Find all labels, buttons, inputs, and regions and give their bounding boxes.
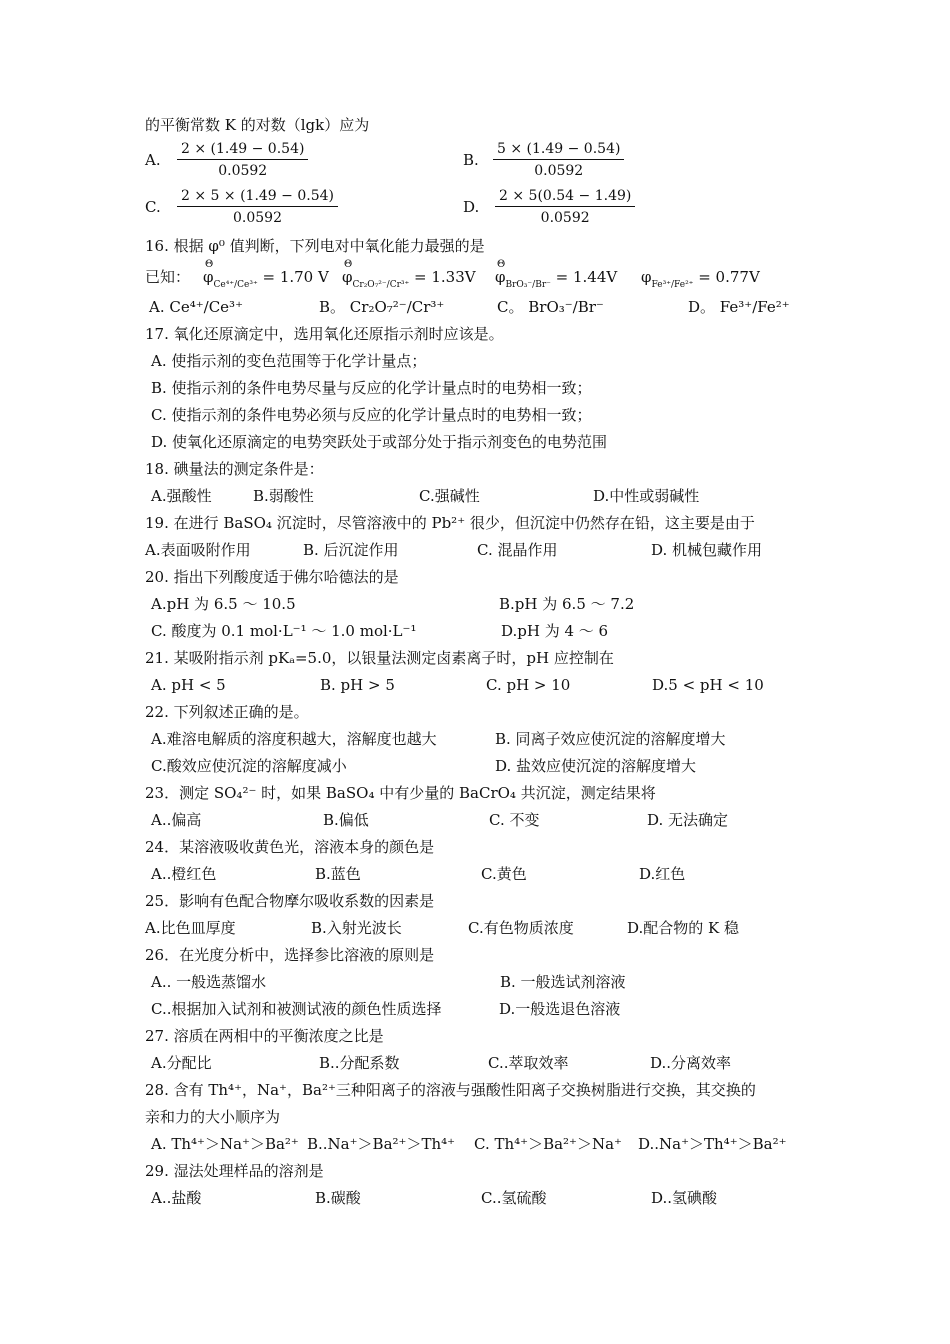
q25-option-a: A.比色皿厚度: [145, 919, 236, 937]
q24-option-d: D.红色: [639, 865, 686, 883]
q25-stem: 25．影响有色配合物摩尔吸收系数的因素是: [145, 892, 435, 910]
q21-option-c: C. pH > 10: [486, 676, 571, 694]
q21-option-b: B. pH > 5: [320, 676, 395, 694]
q28-stem: 28. 含有 Th⁴⁺，Na⁺，Ba²⁺三种阳离子的溶液与强酸性阳离子交换树脂进行交换，其交换的: [145, 1081, 756, 1099]
q15-options-row-2: [145, 186, 815, 233]
q16-potential-br-couple: BrO₃⁻/Br⁻: [505, 280, 551, 290]
q28-options: [145, 1131, 815, 1158]
q20-option-b: B.pH 为 6.5 ～ 7.2: [499, 595, 635, 613]
q25-option-d: D.配合物的 K 稳: [627, 919, 740, 937]
q26-option-b: B. 一般选试剂溶液: [500, 973, 626, 991]
q29-option-c: C..氢硫酸: [481, 1189, 547, 1207]
q26-stem: 26．在光度分析中，选择参比溶液的原则是: [145, 946, 435, 964]
q24-option-b: B.蓝色: [315, 865, 361, 883]
q22-option-c: C.酸效应使沉淀的溶解度减小: [151, 757, 347, 775]
q18-option-d: D.中性或弱碱性: [593, 487, 700, 505]
q16-potential-fe-value: = 0.77V: [698, 268, 760, 286]
q29-stem: 29. 湿法处理样品的溶剂是: [145, 1162, 324, 1180]
q28-stem-continued: 亲和力的大小顺序为: [145, 1108, 281, 1126]
q17-option-b: B. 使指示剂的条件电势尽量与反应的化学计量点时的电势相一致；: [151, 379, 592, 397]
q23-stem: 23．测定 SO₄²⁻ 时，如果 BaSO₄ 中有少量的 BaCrO₄ 共沉淀，测定结果将: [145, 784, 656, 802]
q29-options: [145, 1185, 815, 1212]
q20-options-row-2: [145, 618, 815, 645]
q27-option-d: D..分离效率: [650, 1054, 732, 1072]
q19-option-d: D. 机械包藏作用: [651, 541, 763, 559]
q24-option-c: C.黄色: [481, 865, 527, 883]
q16-potential-ce-couple: Ce⁴⁺/Ce³⁺: [213, 280, 258, 290]
q17-option-d: D. 使氧化还原滴定的电势突跃处于或部分处于指示剂变色的电势范围: [151, 433, 608, 451]
q26-options-row-2: [145, 996, 815, 1023]
q19-option-a: A.表面吸附作用: [145, 541, 251, 559]
q22-option-b: B. 同离子效应使沉淀的溶解度增大: [495, 730, 726, 748]
q15-option-a-label: A.: [145, 151, 161, 169]
q16-potential-cr: φ Θ $_{Cr_2O_7^{2-}/Cr^{3+}}$ = 1.33V: [342, 259, 476, 290]
q26-option-d: D.一般选退色溶液: [499, 1000, 621, 1018]
q16-potential-fe: $\varphi_{Fe^{3+}/Fe^{2+}} = 0.77V$: [641, 268, 760, 290]
q20-options-row-1: [145, 591, 815, 618]
q22-options-row-2: [145, 753, 815, 780]
q16-potential-ce-value: = 1.70 V: [262, 268, 329, 286]
q20-option-d: D.pH 为 4 ～ 6: [501, 622, 609, 640]
q15-option-c-denominator: 0.0592: [232, 210, 282, 226]
q16-options: [145, 294, 815, 321]
q25-option-c: C.有色物质浓度: [468, 919, 574, 937]
q15-stem: 的平衡常数 K 的对数（lgk）应为: [145, 116, 370, 134]
q18-stem: 18. 碘量法的测定条件是：: [145, 460, 324, 478]
q18-options: [145, 483, 815, 510]
q27-stem: 27. 溶质在两相中的平衡浓度之比是: [145, 1027, 384, 1045]
q26-option-a: A.. 一般选蒸馏水: [151, 973, 267, 991]
q15-option-b-fraction: [493, 139, 624, 182]
q19-stem: 19. 在进行 BaSO₄ 沉淀时，尽管溶液中的 Pb²⁺ 很少，但沉淀中仍然存在铅，这主要是由于: [145, 514, 755, 532]
q24-stem: 24．某溶液吸收黄色光，溶液本身的颜色是: [145, 838, 435, 856]
q17-option-a: A. 使指示剂的变色范围等于化学计量点；: [151, 352, 427, 370]
q15-option-d-numerator: 2 × 5(0.54 − 1.49): [495, 186, 635, 207]
q16-option-d: D。 Fe³⁺/Fe²⁺: [688, 298, 790, 316]
q24-options: [145, 861, 815, 888]
q16-stem: 16. 根据 φ⁰ 值判断，下列电对中氧化能力最强的是: [145, 237, 485, 255]
q24-option-a: A..橙红色: [151, 865, 217, 883]
q25-options: [145, 915, 815, 942]
q22-options-row-1: [145, 726, 815, 753]
q29-option-d: D..氢碘酸: [651, 1189, 718, 1207]
q16-option-a: A. Ce⁴⁺/Ce³⁺: [149, 298, 243, 316]
q15-option-b-denominator: 0.0592: [534, 163, 584, 179]
q18-option-c: C.强碱性: [419, 487, 480, 505]
q19-option-c: C. 混晶作用: [477, 541, 558, 559]
q23-option-a: A..偏高: [151, 811, 202, 829]
q16-option-b: B。 Cr₂O₇²⁻/Cr³⁺: [319, 298, 445, 316]
q15-option-b-numerator: 5 × (1.49 − 0.54): [493, 139, 624, 160]
q15-option-c-label: C.: [145, 198, 161, 216]
q15-option-a-fraction: [177, 139, 308, 182]
q16-potential-ce: φ Θ $_{Ce^{4+}/Ce^{3+}}$ = 1.70 V: [203, 259, 329, 290]
q23-option-d: D. 无法确定: [647, 811, 729, 829]
q27-options: [145, 1050, 815, 1077]
q20-option-c: C. 酸度为 0.1 mol·L⁻¹ ～ 1.0 mol·L⁻¹: [151, 622, 417, 640]
q28-option-c: C. Th⁴⁺＞Ba²⁺＞Na⁺: [474, 1135, 622, 1153]
q21-options: [145, 672, 815, 699]
q25-option-b: B.入射光波长: [311, 919, 402, 937]
q17-option-c: C. 使指示剂的条件电势必须与反应的化学计量点时的电势相一致；: [151, 406, 592, 424]
q27-option-a: A.分配比: [151, 1054, 212, 1072]
q28-option-b: B..Na⁺＞Ba²⁺＞Th⁴⁺: [307, 1135, 456, 1153]
q15-option-c-numerator: 2 × 5 × (1.49 − 0.54): [177, 186, 338, 207]
q19-options: [145, 537, 815, 564]
q27-option-c: C..萃取效率: [488, 1054, 569, 1072]
q23-options: [145, 807, 815, 834]
q21-option-d: D.5 < pH < 10: [652, 676, 764, 694]
q16-potential-fe-couple: Fe³⁺/Fe²⁺: [651, 280, 694, 290]
q23-option-c: C. 不变: [489, 811, 540, 829]
q28-option-d: D..Na⁺＞Th⁴⁺＞Ba²⁺: [638, 1135, 787, 1153]
q17-stem: 17. 氧化还原滴定中，选用氧化还原指示剂时应该是。: [145, 325, 504, 343]
q18-option-a: A.强酸性: [151, 487, 212, 505]
q29-option-a: A..盐酸: [151, 1189, 202, 1207]
q16-option-c: C。 BrO₃⁻/Br⁻: [497, 298, 604, 316]
q21-option-a: A. pH < 5: [151, 676, 226, 694]
q20-option-a: A.pH 为 6.5 ～ 10.5: [151, 595, 296, 613]
q29-option-b: B.碳酸: [315, 1189, 361, 1207]
q15-option-a-numerator: 2 × (1.49 − 0.54): [177, 139, 308, 160]
q22-option-a: A.难溶电解质的溶度积越大，溶解度也越大: [151, 730, 437, 748]
q18-option-b: B.弱酸性: [253, 487, 314, 505]
q27-option-b: B..分配系数: [319, 1054, 400, 1072]
q16-known-potentials: [145, 260, 815, 294]
q23-option-b: B.偏低: [323, 811, 369, 829]
q20-stem: 20. 指出下列酸度适于佛尔哈德法的是: [145, 568, 399, 586]
q15-option-d-fraction: [495, 186, 635, 229]
q22-stem: 22. 下列叙述正确的是。: [145, 703, 309, 721]
q16-potential-cr-couple: Cr₂O₇²⁻/Cr³⁺: [352, 280, 410, 290]
q15-option-d-label: D.: [463, 198, 480, 216]
exam-page: [145, 112, 815, 1212]
q19-option-b: B. 后沉淀作用: [303, 541, 399, 559]
q16-potential-br: φ Θ $_{BrO_3^-/Br^-}$ = 1.44V: [495, 259, 618, 290]
q15-option-b-label: B.: [463, 151, 479, 169]
q16-potential-br-value: = 1.44V: [555, 268, 618, 286]
q22-option-d: D. 盐效应使沉淀的溶解度增大: [495, 757, 697, 775]
q21-stem: 21. 某吸附指示剂 pKₐ=5.0，以银量法测定卤素离子时，pH 应控制在: [145, 649, 614, 667]
q15-option-c-fraction: [177, 186, 338, 229]
q15-option-a-denominator: 0.0592: [218, 163, 268, 179]
q16-known-label: 已知：: [145, 268, 191, 286]
q15-options-row-1: [145, 139, 815, 186]
q26-options-row-1: [145, 969, 815, 996]
q16-potential-cr-value: = 1.33V: [414, 268, 476, 286]
q15-option-d-denominator: 0.0592: [540, 210, 590, 226]
q28-option-a: A. Th⁴⁺＞Na⁺＞Ba²⁺: [151, 1135, 299, 1153]
q26-option-c: C..根据加入试剂和被测试液的颜色性质选择: [151, 1000, 442, 1018]
